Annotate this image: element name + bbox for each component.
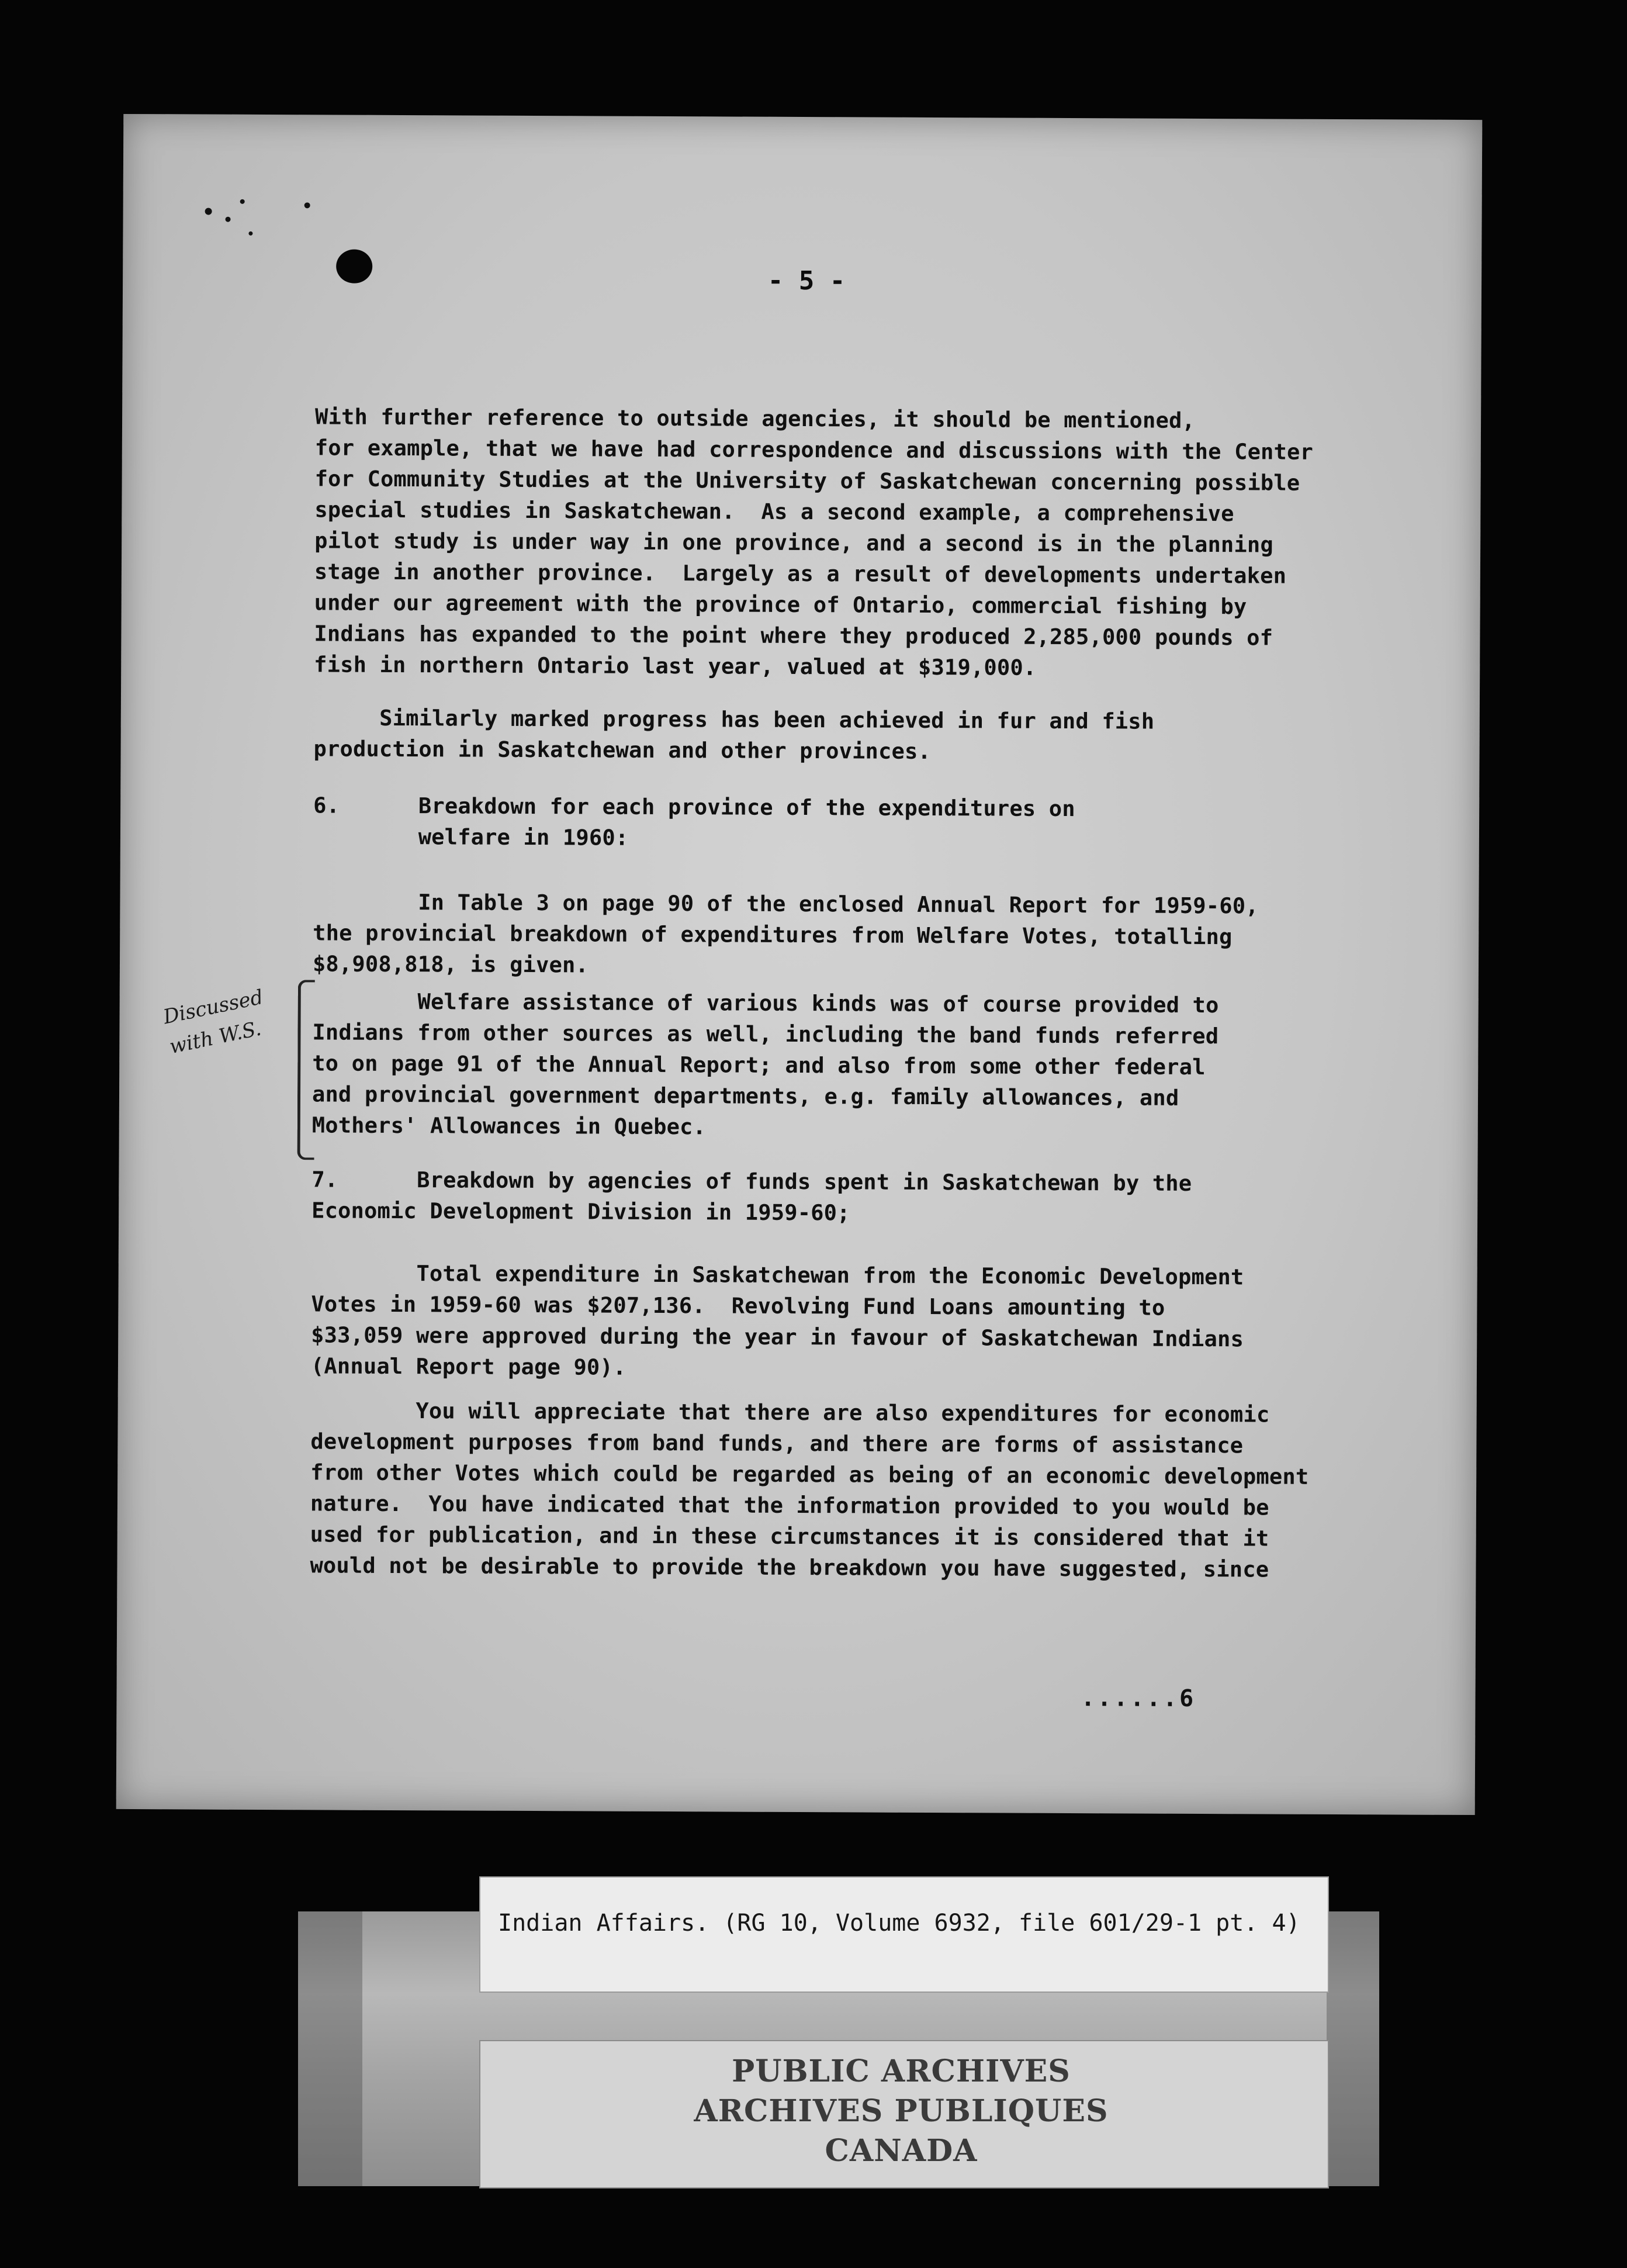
paragraph-band-funds: You will appreciate that there are also expenditures for economic development purposes from band funds, and there are forms of assistance from other Votes which could be regarded as being of an economic development nature. You have indicated that the information provided to you would be used for publication, and in these circumstances it is considered that it would not be desirable to provide the breakdown you have suggested, since: [310, 1398, 1309, 1582]
page-number: - 5 -: [767, 265, 846, 296]
ink-speck: [248, 231, 252, 236]
paragraph-table-3: In Table 3 on page 90 of the enclosed Annual Report for 1959-60, the provincial breakdown of expenditures from Welfare Votes, totalling $8,908,818, is given.: [312, 889, 1259, 978]
handwritten-margin-note: Discussed with W.S.: [161, 985, 265, 1059]
punch-hole: [336, 250, 372, 284]
continuation-marker: ......6: [1081, 1685, 1196, 1712]
paragraph-outside-agencies: With further reference to outside agencies, it should be mentioned, for example, that we have had correspondence and discussions with the Center for Community Studies at the University of Saskatchewan concerning possible special studies in Saskatchewan. As a second example, a comprehensive pilot study is under way in one province, and a second is in the planning stage in another province. Largely as a result of developments undertaken under our agreement with the province of Ontario, commercial fishing by Indians has expanded to the point where they produced 2,285,000 pounds of fish in northern Ontario last year, valued at $319,000.: [314, 404, 1314, 680]
ink-speck: [240, 199, 245, 204]
stamp-line-3: CANADA: [825, 2133, 978, 2169]
ink-speck: [226, 217, 231, 222]
heading-item-6: 6. Breakdown for each province of the expenditures on welfare in 1960:: [313, 793, 1075, 850]
paragraph-total-expenditure: Total expenditure in Saskatchewan from the Economic Development Votes in 1959-60 was $207,136. Revolving Fund Loans amounting to $33,059 were approved during the year in favour of Saskatchewan Indians (Annual Report page 90).: [310, 1260, 1244, 1380]
paragraph-welfare-assistance: Welfare assistance of various kinds was of course provided to Indians from other sources as well, including the band funds referred to on page 91 of the Annual Report; and also from some other federal and provincial government departments, e.g. family allowances, and Mothers' Allowances in Quebec.: [311, 988, 1219, 1140]
archive-stamp-card: [479, 2040, 1329, 2189]
document-page: [116, 114, 1483, 1815]
citation-text: Indian Affairs. (RG 10, Volume 6932, file 601/29-1 pt. 4): [498, 1910, 1300, 1937]
ink-speck: [304, 202, 310, 208]
public-archives-stamp: [691, 2052, 1112, 2171]
margin-bracket: [297, 980, 315, 1160]
paragraph-fur-fish: Similarly marked progress has been achieved in fur and fish production in Saskatchewan and other provinces.: [313, 705, 1155, 764]
heading-item-7: 7. Breakdown by agencies of funds spent in Saskatchewan by the Economic Development Division in 1959-60;: [311, 1167, 1192, 1226]
strip-shadow: [1327, 1911, 1379, 2186]
stamp-line-2: ARCHIVES PUBLIQUES: [694, 2093, 1109, 2129]
ink-speck: [205, 208, 212, 215]
stamp-line-1: PUBLIC ARCHIVES: [732, 2053, 1071, 2089]
citation-label: [479, 1876, 1329, 1993]
strip-shadow: [298, 1911, 362, 2186]
